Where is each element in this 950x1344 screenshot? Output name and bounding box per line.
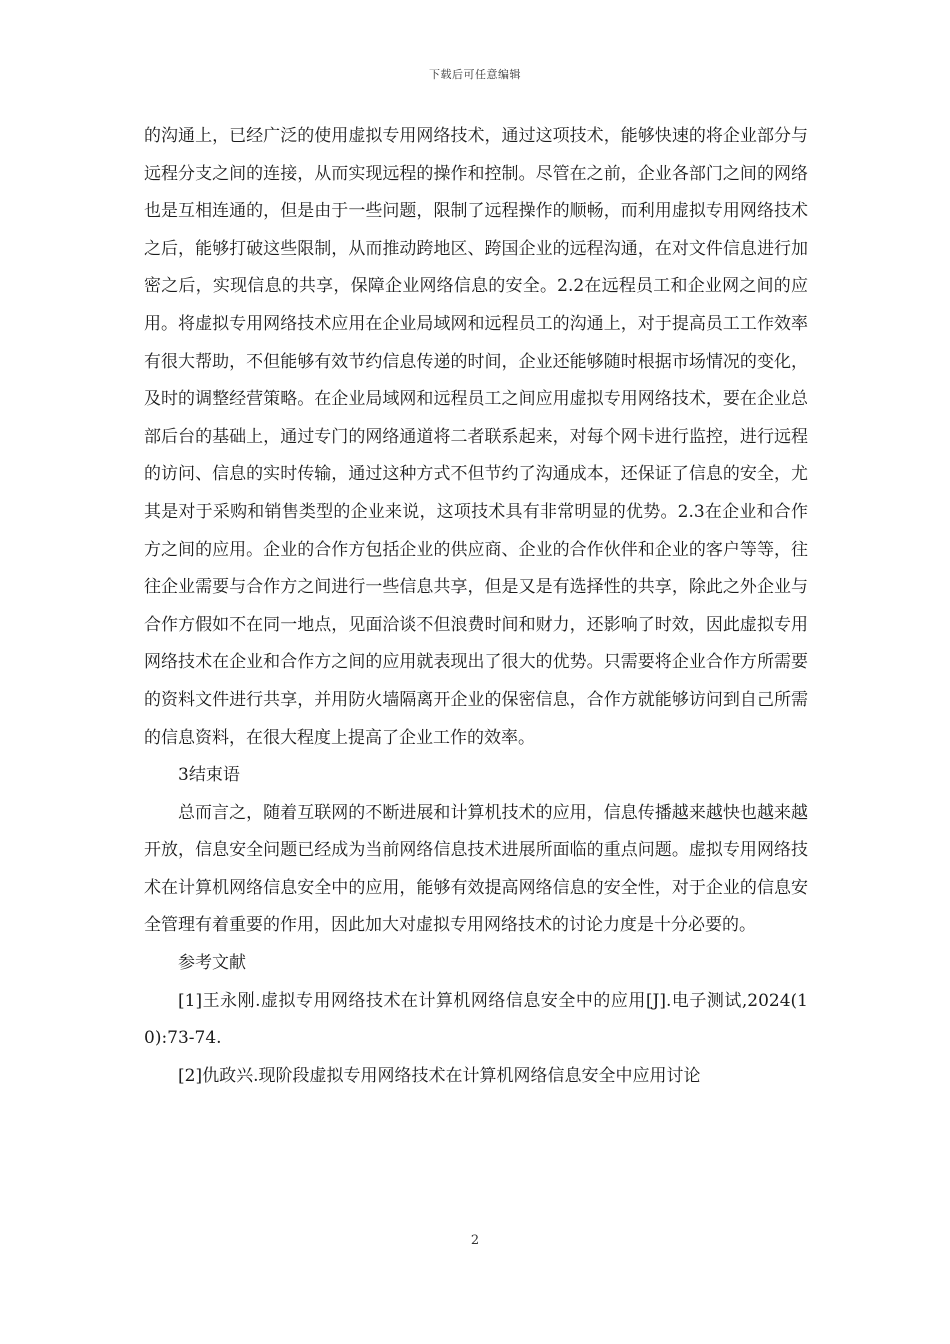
body-paragraph-continued: 的沟通上，已经广泛的使用虚拟专用网络技术，通过这项技术，能够快速的将企业部分与远程分支之间的连接，从而实现远程的操作和控制。尽管在之前，企业各部门之间的网络也是互相连通的，但是由于一些问题，限制了远程操作的顺畅，而利用虚拟专用网络技术之后，能够打破这些限制，从而推动跨地区、跨国企业的远程沟通，在对文件信息进行加密之后，实现信息的共享，保障企业网络信息的安全。2.2在远程员工和企业网之间的应用。将虚拟专用网络技术应用在企业局域网和远程员工的沟通上，对于提高员工工作效率有很大帮助，不但能够有效节约信息传递的时间，企业还能够随时根据市场情况的变化，及时的调整经营策略。在企业局域网和远程员工之间应用虚拟专用网络技术，要在企业总部后台的基础上，通过专门的网络通道将二者联系起来，对每个网卡进行监控，进行远程的访问、信息的实时传输，通过这种方式不但节约了沟通成本，还保证了信息的安全，尤其是对于采购和销售类型的企业来说，这项技术具有非常明显的优势。2.3在企业和合作方之间的应用。企业的合作方包括企业的供应商、企业的合作伙伴和企业的客户等等，往往企业需要与合作方之间进行一些信息共享，但是又是有选择性的共享，除此之外企业与合作方假如不在同一地点，见面洽谈不但浪费时间和财力，还影响了时效，因此虚拟专用网络技术在企业和合作方之间的应用就表现出了很大的优势。只需要将企业合作方所需要的资料文件进行共享，并用防火墙隔离开企业的保密信息，合作方就能够访问到自己所需的信息资料，在很大程度上提高了企业工作的效率。 — [144, 126, 808, 748]
section-heading-conclusion: 3结束语 — [178, 765, 240, 786]
page-number: 2 — [470, 1233, 480, 1248]
reference-item-1: [1]王永刚.虚拟专用网络技术在计算机网络信息安全中的应用[J].电子测试,2024(10):73-74. — [144, 990, 808, 1049]
references-heading: 参考文献 — [178, 953, 246, 974]
page-header: 下载后可任意编辑 — [429, 68, 521, 81]
conclusion-paragraph: 总而言之，随着互联网的不断进展和计算机技术的应用，信息传播越来越快也越来越开放，信息安全问题已经成为当前网络信息技术进展所面临的重点问题。虚拟专用网络技术在计算机网络信息安全中的应用，能够有效提高网络信息的安全性，对于企业的信息安全管理有着重要的作用，因此加大对虚拟专用网络技术的讨论力度是十分必要的。 — [144, 802, 808, 936]
reference-item-2: [2]仇政兴.现阶段虚拟专用网络技术在计算机网络信息安全中应用讨论 — [178, 1065, 701, 1086]
document-body — [144, 118, 808, 1095]
